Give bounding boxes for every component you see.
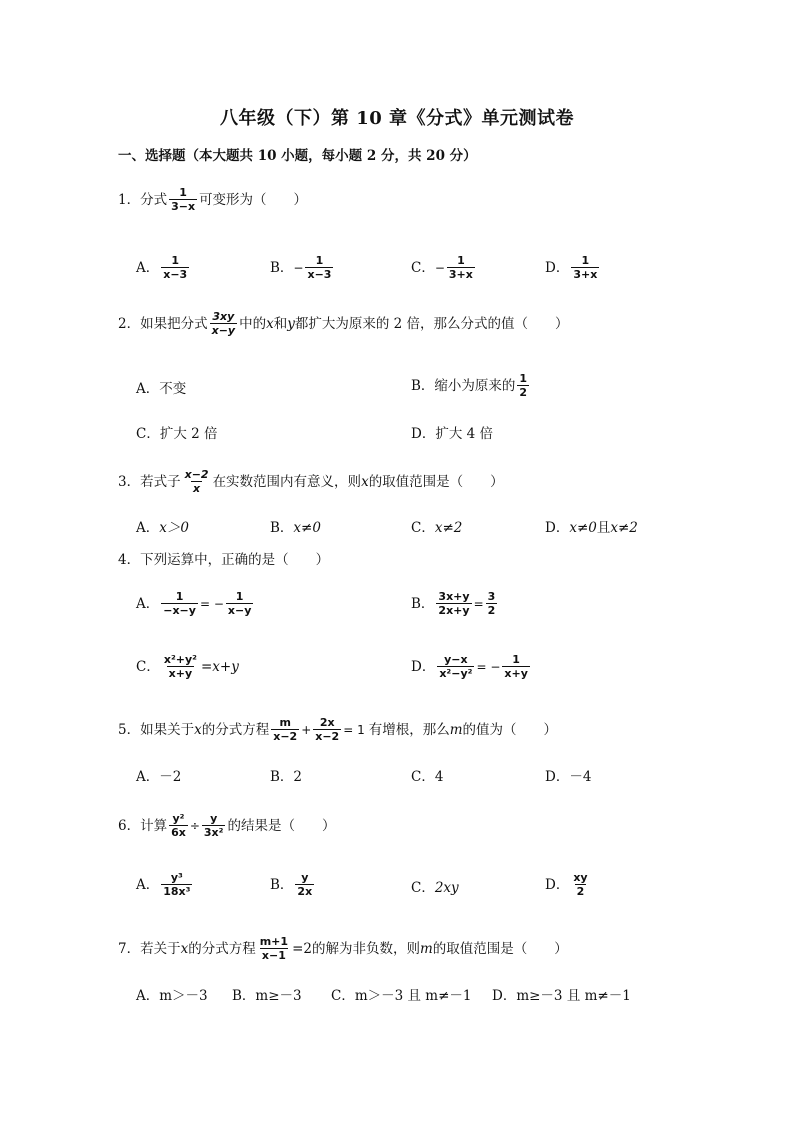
question-2-stem: 2．如果把分式 $\frac{3xy}{x-y}$ 中的 x 和 y 都扩大为原来的 2 倍，那么分式的值（ ） [118,310,569,337]
q4-option-b: B． $\frac{3x+y}{2x+y}$ = $\frac{3}{2}$ [411,590,496,617]
question-5-stem: 5．如果关于 x 的分式方程 $\frac{m}{x-2}$ + $\frac{2x}{x-2}$ = 1 有增根，那么 m 的值为（ ） [118,716,558,743]
q5-option-d: D．－4 [545,769,592,785]
q2-option-d: D．扩大 4 倍 [411,426,493,442]
q3-fraction: $\frac{x-2}{x}$ [184,468,209,495]
q6-option-a: A． $\frac{\text{y³}}{\text{18x³}}$ [136,871,191,898]
question-7-stem: 7．若关于 x 的分式方程 $\frac{m+1}{x-1}$ =2 的解为非负数，则 m 的取值范围是（ ） [118,935,568,962]
q1-post-text: 可变形为（ ） [199,191,308,208]
q6-option-b: B． $\frac{y}{2x}$ [270,871,313,898]
q3-option-b: B． x≠0 [270,520,321,536]
q7-option-c: C．m＞－3 且 m≠－1 [331,988,472,1004]
q6-option-c: C． 2xy [411,880,459,896]
q7-option-a: A．m＞－3 [136,988,208,1004]
question-3-stem: 3．若式子 $\frac{x-2}{x}$ 在实数范围内有意义，则 x 的取值范围是（ ） [118,468,504,495]
q2-option-c: C．扩大 2 倍 [136,426,218,442]
q1-option-c: C． − $\frac{1}{3+x}$ [411,254,473,281]
q3-option-a: A． x＞0 [136,520,189,536]
q5-option-b: B．2 [270,769,303,785]
q7-option-b: B．m≥－3 [232,988,302,1004]
q7-option-d: D．m≥－3 且 m≠－1 [492,988,631,1004]
q4-option-a: A． $\frac{1}{-x-y}$ = − $\frac{1}{x-y}$ [136,590,252,617]
q6-option-d: D． $\frac{xy}{2}$ [545,871,588,898]
q1-option-d: D． $\frac{1}{3+x}$ [545,254,598,281]
q5-option-c: C．4 [411,769,444,785]
q2-fraction: $\frac{3xy}{x-y}$ [211,310,236,337]
section-heading: 一、选择题（本大题共 10 小题，每小题 2 分，共 20 分） [118,148,477,164]
q1-pre-text: 1．分式 [118,191,168,208]
q3-option-d: D． x≠0 且 x≠2 [545,520,638,536]
q4-option-c: C． $\frac{\text{x²+y²}}{x+y}$ =x+y [136,653,239,680]
page-title: 八年级（下）第 10 章《分式》单元测试卷 [219,108,575,129]
q3-option-c: C． x≠2 [411,520,463,536]
q1-option-b: B． − $\frac{1}{x-3}$ [270,254,332,281]
q1-fraction: $\frac{1}{3-x}$ [171,186,196,213]
q2-option-a: A．不变 [136,381,187,397]
q1-option-a: A． $\frac{1}{x-3}$ [136,254,188,281]
q5-option-a: A．－2 [136,769,182,785]
q2-option-b: B．缩小为原来的 $\frac{1}{2}$ [411,372,528,399]
question-6-stem: 6．计算 $\frac{\text{y²}}{6x}$ ÷ $\frac{y}{\text{3x²}}$ 的结果是（ ） [118,812,336,839]
question-4-stem: 4．下列运算中，正确的是（ ） [118,552,330,568]
q4-option-d: D． $\frac{y-x}{\text{x²−y²}}$ = − $\frac{1}{x+y}$ [411,653,528,680]
question-1-stem [118,186,307,213]
